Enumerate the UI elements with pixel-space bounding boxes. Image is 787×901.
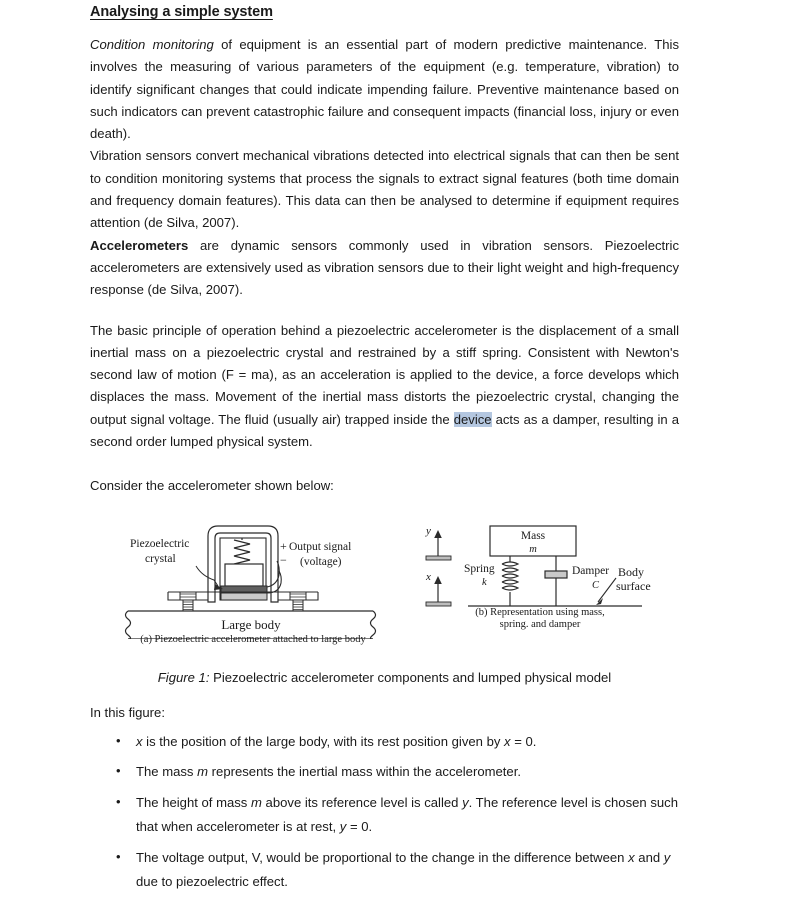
label-large-body: Large body <box>221 616 281 632</box>
figure-caption-prefix: Figure 1: <box>157 669 210 685</box>
paragraph-spacer <box>90 302 679 320</box>
list-item-segment: m <box>251 794 262 810</box>
list-item-segment: y <box>339 819 347 835</box>
label-output-voltage: (voltage) <box>300 555 342 568</box>
label-x: x <box>426 570 431 583</box>
bold-term-accelerometers: Accelerometers <box>90 237 189 253</box>
list-item <box>90 846 679 895</box>
list-item-segment: . The reference level is chosen such that when accelerometer is at rest, <box>136 794 678 835</box>
label-output-signal: Output signal <box>289 540 352 553</box>
y-reference-marker <box>425 525 451 560</box>
figure-1-caption <box>90 668 679 688</box>
list-item-segment: x <box>628 849 635 865</box>
figure-caption-text: Piezoelectric accelerometer components and lumped physical model <box>209 669 612 685</box>
list-item-segment: y <box>663 849 671 865</box>
label-damper: Damper <box>572 564 610 577</box>
label-body-line1: Body <box>618 564 645 579</box>
body-surface-leader <box>598 578 616 602</box>
label-y: y <box>426 524 431 537</box>
list-item-segment: y <box>462 794 469 810</box>
list-item <box>90 730 679 755</box>
label-damper-symbol: C <box>592 579 600 591</box>
figure-panel-a <box>108 514 398 639</box>
list-item <box>90 791 679 840</box>
list-item-segment: The mass <box>136 764 198 780</box>
list-item-segment: above its reference level is called <box>261 794 463 810</box>
figure-panel-b-caption <box>420 607 660 631</box>
paragraph-4-part2: acts as a damper, resulting in a second order lumped physical system. <box>90 411 679 450</box>
list-item-segment: m <box>197 764 209 780</box>
label-piezoelectric-crystal-line1: Piezoelectric <box>130 537 190 550</box>
paragraph-4-part1: The basic principle of operation behind a piezoelectric accelerometer is the displacement of a small inertial mass on a piezoelectric crystal and restrained by a stiff spring. Consistent with Newton's second law of motion (F = ma), as an acceleration is applied to the device, a force develops which displaces the mass. Movement of the inertial mass distorts the piezoelectric crystal, changing the output signal voltage. The fluid (usually air) trapped inside the <box>90 322 679 427</box>
figure-definitions-list <box>90 730 679 895</box>
list-item-segment: represents the inertial mass within the accelerometer. <box>208 764 521 780</box>
x-reference-marker <box>425 571 451 606</box>
label-body-line2: surface <box>616 578 651 593</box>
damper-icon <box>545 556 567 606</box>
list-item-segment: is the position of the large body, with its rest position given by <box>142 733 505 749</box>
list-item-segment: The voltage output, V, would be proportional to the change in the difference between <box>136 849 629 865</box>
paragraph-accelerometers <box>90 235 679 302</box>
list-item-segment: = 0. <box>346 819 373 835</box>
paragraph-condition-monitoring <box>90 34 679 145</box>
spring-icon <box>502 556 518 606</box>
figure-1-graphic <box>90 512 679 662</box>
list-item-segment: and <box>634 849 664 865</box>
italic-term-condition-monitoring: Condition monitoring <box>90 37 214 52</box>
list-item-segment: x <box>504 733 511 749</box>
list-lead-in: In this figure: <box>90 704 165 720</box>
label-mass: Mass <box>520 529 546 542</box>
paragraph-consider-accelerometer: Consider the accelerometer shown below: <box>90 478 334 494</box>
mounting-bolt-right <box>290 592 306 611</box>
highlighted-word-device[interactable]: device <box>453 411 492 427</box>
list-item-segment: x <box>136 733 143 749</box>
list-item-segment: = 0. <box>510 733 537 749</box>
inertial-mass-block <box>225 564 263 586</box>
figure-panel-b-caption-line1: (b) Representation using mass, <box>475 606 605 618</box>
page-title: Analysing a simple system <box>90 4 273 20</box>
list-item-segment: due to piezoelectric effect. <box>136 874 288 890</box>
crystal-base-layer <box>221 593 267 600</box>
label-mass-symbol: m <box>529 543 537 555</box>
paragraph-1-body: of equipment is an essential part of modern predictive maintenance. This involves the measuring of various parameters of the equipment (e.g. temperature, vibration) to identify significant changes that could indicate impending failure. Preventive maintenance based on such indicators can prevent catastrophic failure and consequent impacts (financial loss, injury or even death). <box>90 37 679 142</box>
label-piezoelectric-crystal-line2: crystal <box>145 552 176 565</box>
paragraph-basic-principle <box>90 320 679 454</box>
label-output-minus: − <box>280 552 287 567</box>
list-item <box>90 760 679 785</box>
document-content <box>90 4 679 901</box>
label-spring-symbol: k <box>482 576 487 588</box>
paragraph-vibration-sensors: Vibration sensors convert mechanical vibrations detected into electrical signals that can then be sent to condition monitoring systems that process the signals to extract signal features (both time domain and frequency domain features). This data can then be analysed to determine if equipment requires attention (de Silva, 2007). <box>90 148 679 231</box>
figure-bottom-spacer <box>90 688 679 702</box>
paragraph-spacer-2 <box>90 453 679 475</box>
list-item-segment: The height of mass <box>136 794 251 810</box>
figure-panel-b-caption-line2: spring. and damper <box>499 618 581 630</box>
paragraph-3-body: are dynamic sensors commonly used in vibration sensors. Piezoelectric accelerometers are extensively used as vibration sensors due to their light weight and high-frequency response (de Silva, 2007). <box>90 237 679 298</box>
label-spring: Spring <box>464 562 495 575</box>
mounting-bolt-left <box>180 592 196 611</box>
label-output-plus: + <box>280 538 287 553</box>
figure-panel-a-caption: (a) Piezoelectric accelerometer attached to large body <box>140 633 366 645</box>
